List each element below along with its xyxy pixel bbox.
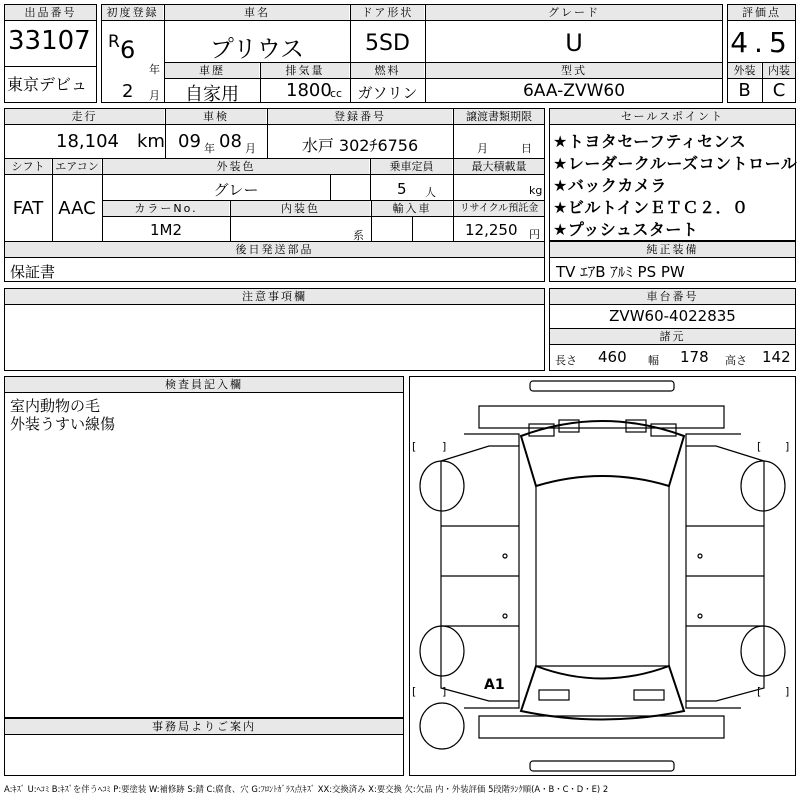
insp-year-unit: 年: [204, 142, 215, 155]
color-label: 外装色: [103, 159, 369, 174]
seats: 5: [397, 180, 407, 198]
car-diagram: [409, 376, 796, 776]
office-label: 事務局よりご案内: [5, 719, 403, 734]
height: 142: [762, 348, 791, 366]
era: R: [108, 32, 120, 52]
chassis-label: 車台番号: [550, 289, 795, 304]
transfer-month: 月: [477, 142, 488, 155]
recycle-fee: 12,250: [465, 221, 518, 239]
transfer-label: 譲渡書類期限: [454, 109, 544, 124]
length: 460: [598, 348, 627, 366]
seats-label: 乗車定員: [371, 159, 452, 174]
insp-month: 08: [219, 131, 242, 152]
insp-year: 09: [178, 131, 201, 152]
sales-point-2: ★レーダークルーズコントロール: [553, 154, 798, 173]
color-no: 1M2: [149, 221, 183, 239]
later-parts: 保証書: [10, 263, 56, 281]
sales-point-1: ★トヨタセーフティセンス: [553, 132, 747, 151]
details-box: [4, 108, 545, 243]
load-label: 最大積載量: [454, 159, 544, 174]
bracket-tr: [: [757, 440, 762, 453]
mileage: 18,104: [56, 131, 119, 152]
cc-unit: cc: [330, 87, 343, 100]
history-label: 車歴: [165, 63, 259, 78]
load-unit: kg: [529, 184, 543, 197]
dims-label: 諸元: [550, 329, 795, 344]
sales-label: セールスポイント: [550, 109, 795, 124]
door-label: ドア形状: [351, 5, 424, 20]
grade: U: [565, 29, 583, 57]
import-label: 輸入車: [372, 201, 452, 216]
car-name-label: 車名: [165, 5, 349, 20]
model-label: 型式: [426, 63, 722, 78]
int-score: C: [772, 80, 786, 101]
mileage-unit: km: [137, 131, 165, 152]
int-label: 内装: [763, 63, 795, 78]
bracket-bl2: ]: [442, 685, 447, 698]
width: 178: [680, 348, 709, 366]
recycle-unit: 円: [529, 228, 540, 241]
bracket-br2: ]: [785, 685, 790, 698]
plate-number: 水戸 302ﾁ6756: [301, 136, 419, 155]
width-label: 幅: [648, 354, 659, 367]
ac: AAC: [58, 198, 96, 219]
later-parts-label: 後日発送部品: [5, 242, 544, 257]
lot-label: 出品番号: [5, 5, 96, 20]
damage-mark-a1: A1: [484, 677, 505, 693]
sales-point-5: ★プッシュスタート: [553, 220, 699, 239]
fuel-label: 燃料: [351, 63, 424, 78]
plate-label: 登録番号: [268, 109, 452, 124]
inspector-line-1: 室内動物の毛: [10, 397, 101, 415]
equipment: TV ｴｱB ｱﾙﾐ PS PW: [556, 263, 685, 281]
reg-year: 6: [120, 36, 136, 64]
door-type: 5SD: [365, 31, 410, 56]
displacement: 1800: [286, 80, 332, 101]
inspection-label: 車検: [166, 109, 266, 124]
cc-label: 排気量: [261, 63, 349, 78]
exterior-color: グレー: [213, 181, 259, 199]
shift-label: シフト: [5, 159, 51, 174]
seats-unit: 人: [425, 186, 436, 199]
legend: A:ｷｽﾞ U:ﾍｺﾐ B:ｷｽﾞを伴うﾍｺﾐ P:要塗装 W:補修跡 S:錆 C:腐食、穴 G:ﾌﾛﾝﾄｶﾞﾗｽ点ｷｽﾞ XX:交換済み X:要交換 欠:欠品 内・外装評価 5段階ﾗﾝｸ順(A・B・C・D・E) 2: [4, 784, 609, 794]
year-unit: 年: [149, 63, 160, 76]
insp-month-unit: 月: [245, 142, 256, 155]
debut-label: 東京デビュ: [7, 75, 88, 94]
bracket-br: [: [757, 685, 762, 698]
sales-point-3: ★バックカメラ: [553, 176, 667, 195]
month-unit: 月: [149, 89, 160, 102]
shift: FAT: [12, 198, 44, 219]
int-color-unit: 系: [353, 229, 364, 242]
ac-label: エアコン: [53, 159, 101, 174]
bracket-tl: [: [412, 440, 417, 453]
inspector-label: 検査員記入欄: [5, 377, 403, 392]
bracket-tr2: ]: [785, 440, 790, 453]
length-label: 長さ: [555, 354, 577, 367]
bracket-tl2: ]: [442, 440, 447, 453]
grade-label: グレード: [426, 5, 722, 20]
mileage-label: 走行: [5, 109, 164, 124]
inspector-line-2: 外装うすい線傷: [10, 415, 116, 433]
transfer-day: 日: [521, 142, 532, 155]
chassis-number: ZVW60-4022835: [609, 307, 736, 325]
ext-score: B: [738, 80, 751, 101]
height-label: 高さ: [725, 354, 747, 367]
bracket-bl: [: [412, 685, 417, 698]
reg-month: 2: [122, 81, 134, 102]
recycle-label: リサイクル預託金: [454, 201, 544, 216]
lot-number: 33107: [8, 26, 91, 56]
int-color-label: 内装色: [231, 201, 370, 216]
model-code: 6AA-ZVW60: [522, 81, 626, 101]
car-name: プリウス: [209, 35, 305, 63]
notes-label: 注意事項欄: [5, 289, 544, 304]
history: 自家用: [185, 84, 239, 105]
sales-point-4: ★ビルトインＥＴＣ２．０: [553, 198, 749, 217]
fuel: ガソリン: [357, 84, 418, 102]
score-label: 評価点: [728, 5, 795, 20]
color-no-label: カラーNo.: [103, 201, 229, 216]
score: 4.5: [730, 26, 793, 59]
equipment-label: 純正装備: [550, 242, 795, 257]
first-reg-label: 初度登録: [102, 5, 163, 20]
ext-label: 外装: [728, 63, 761, 78]
